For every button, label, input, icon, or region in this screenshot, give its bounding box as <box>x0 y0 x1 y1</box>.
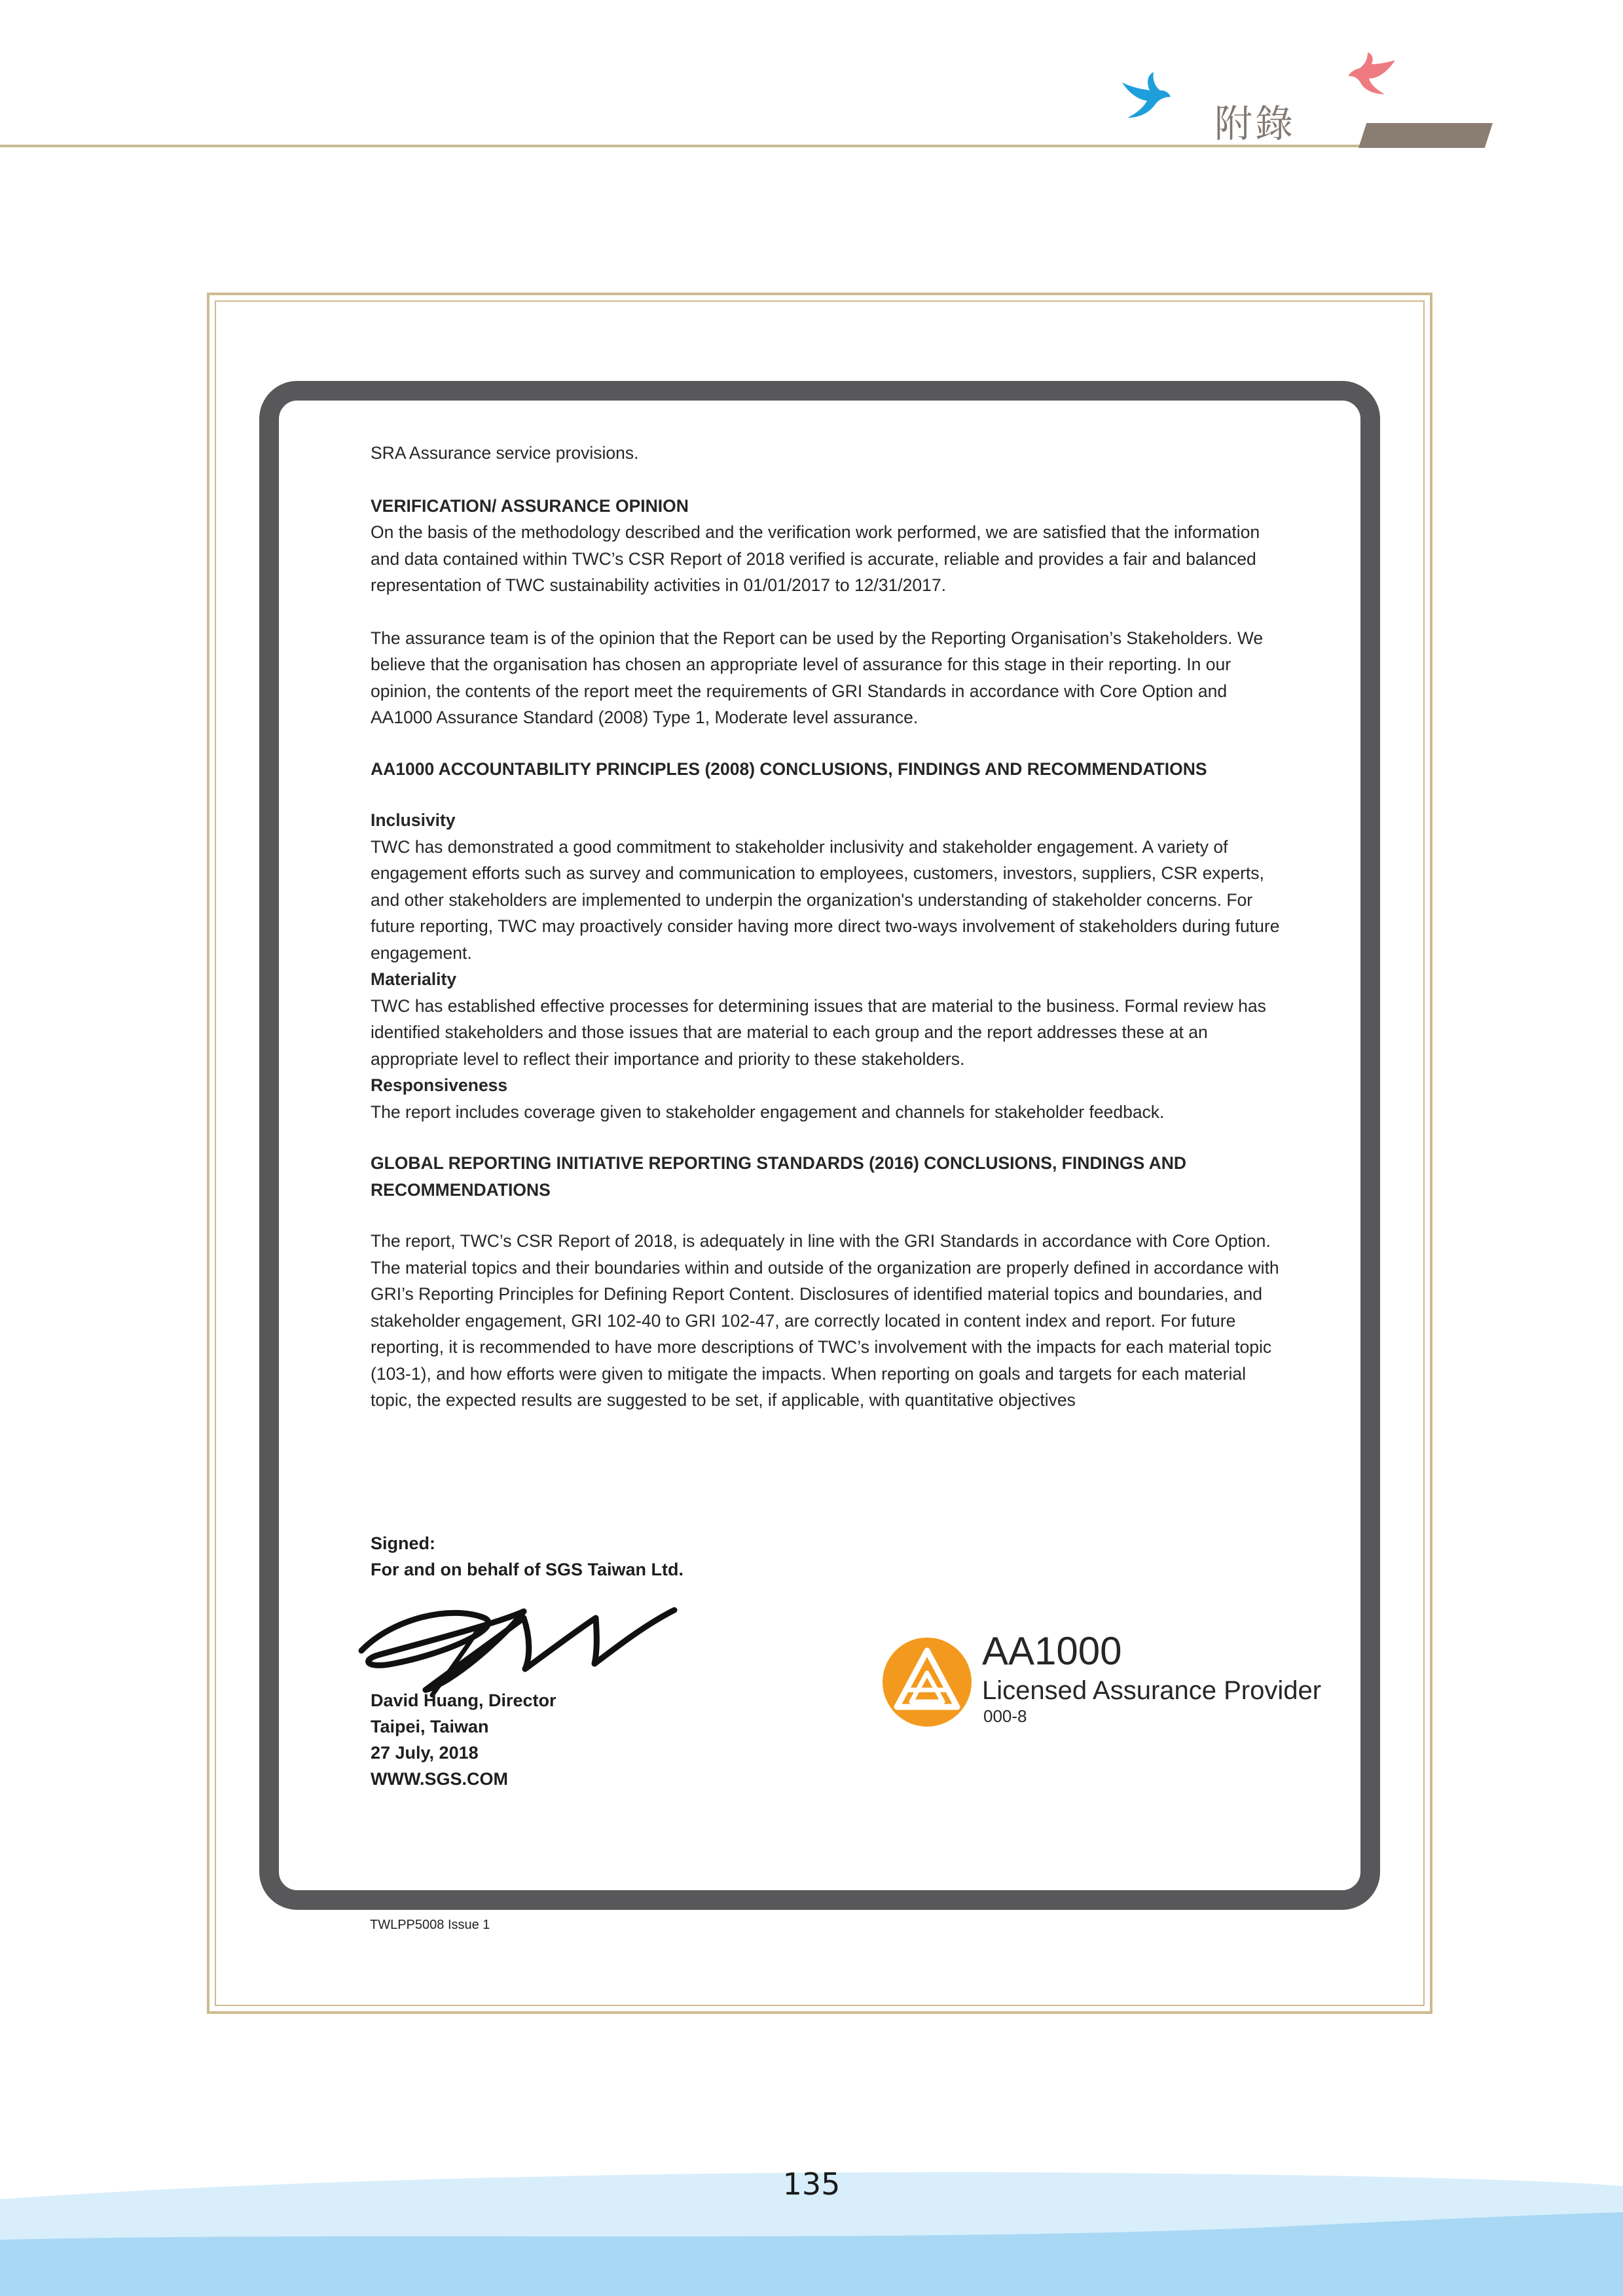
signed-label: Signed: <box>371 1534 435 1553</box>
signatory-city: Taipei, Taiwan <box>371 1717 489 1736</box>
heading-responsiveness: Responsiveness <box>371 1075 508 1095</box>
on-behalf-label: For and on behalf of SGS Taiwan Ltd. <box>371 1560 684 1579</box>
heading-gri-standards: GLOBAL REPORTING INITIATIVE REPORTING STANDARDS (2016) CONCLUSIONS, FINDINGS AND RECOMMENDATIONS <box>371 1153 1187 1200</box>
header-tab <box>1359 123 1493 148</box>
sgs-website: WWW.SGS.COM <box>371 1769 508 1789</box>
intro-text: SRA Assurance service provisions. <box>371 443 639 463</box>
signed-block <box>371 1530 684 1583</box>
paragraph-inclusivity: TWC has demonstrated a good commitment to stakeholder inclusivity and stakeholder engagement. A variety of engagement efforts such as survey and communication to employees, customers, investors, suppliers, CSR experts, and other stakeholders are implemented to underpin the organization's understanding of stakeholder concerns. For future reporting, TWC may proactively consider having more direct two-ways involvement of stakeholders during future engagement. <box>371 836 1280 963</box>
paragraph-assurance-team: The assurance team is of the opinion that the Report can be used by the Reporting Organisation’s Stakeholders. We believe that the organisation has chosen an appropriate level of assurance for this stage in their reporting. In our opinion, the contents of the report meet the requirements of GRI Standards in accordance with Core Option and AA1000 Assurance Standard (2008) Type 1, Moderate level assurance. <box>371 628 1264 727</box>
aa1000-subtitle: Licensed Assurance Provider <box>982 1676 1322 1705</box>
page-section-title: 附錄 <box>1214 101 1296 146</box>
paragraph-verification: On the basis of the methodology described and the verification work performed, we are satisfied that the information and data contained within TWC’s CSR Report of 2018 verified is accurate, reliable and provides a fair and balanced representation of TWC sustainability activities in 01/01/2017 to 12/31/2017. <box>371 522 1260 595</box>
blue-bird-icon <box>1120 71 1172 123</box>
handwritten-signature <box>354 1592 681 1703</box>
header-rule <box>0 145 1362 147</box>
assurance-statement-body <box>371 440 1287 1414</box>
paragraph-responsiveness: The report includes coverage given to stakeholder engagement and channels for stakeholder feedback. <box>371 1102 1165 1122</box>
paragraph-materiality: TWC has established effective processes for determining issues that are material to the business. Formal review has identified stakeholders and those issues that are material to each group and the report addresses these at an appropriate level to reflect their importance and priority to these stakeholders. <box>371 996 1266 1069</box>
aa1000-title: AA1000 <box>982 1629 1122 1673</box>
signatory-name: David Huang, Director <box>371 1691 556 1710</box>
aa1000-logo-icon <box>881 1636 973 1728</box>
heading-materiality: Materiality <box>371 969 457 989</box>
form-id: TWLPP5008 Issue 1 <box>370 1918 490 1932</box>
paragraph-gri: The report, TWC’s CSR Report of 2018, is adequately in line with the GRI Standards in accordance with Core Option. The material topics and their boundaries within and outside of the organization are properly defined in accordance with GRI’s Reporting Principles for Defining Report Content. Disclosures of identified material topics and boundaries, and stakeholder engagement, GRI 102-40 to GRI 102-47, are correctly located in content index and report. For future reporting, it is recommended to have more descriptions of TWC’s involvement with the impacts for each material topic (103-1), and how efforts were given to mitigate the impacts. When reporting on goals and targets for each material topic, the expected results are suggested to be set, if applicable, with quantitative objectives <box>371 1231 1279 1410</box>
heading-verification: VERIFICATION/ ASSURANCE OPINION <box>371 495 689 516</box>
signatory-details <box>371 1687 556 1792</box>
aa1000-license-number: 000-8 <box>983 1706 1027 1726</box>
pink-bird-icon <box>1345 51 1398 97</box>
page-number: 135 <box>782 2166 841 2202</box>
heading-aa1000-principles: AA1000 ACCOUNTABILITY PRINCIPLES (2008) CONCLUSIONS, FINDINGS AND RECOMMENDATIONS <box>371 759 1207 779</box>
heading-inclusivity: Inclusivity <box>371 810 456 830</box>
signatory-date: 27 July, 2018 <box>371 1743 479 1763</box>
